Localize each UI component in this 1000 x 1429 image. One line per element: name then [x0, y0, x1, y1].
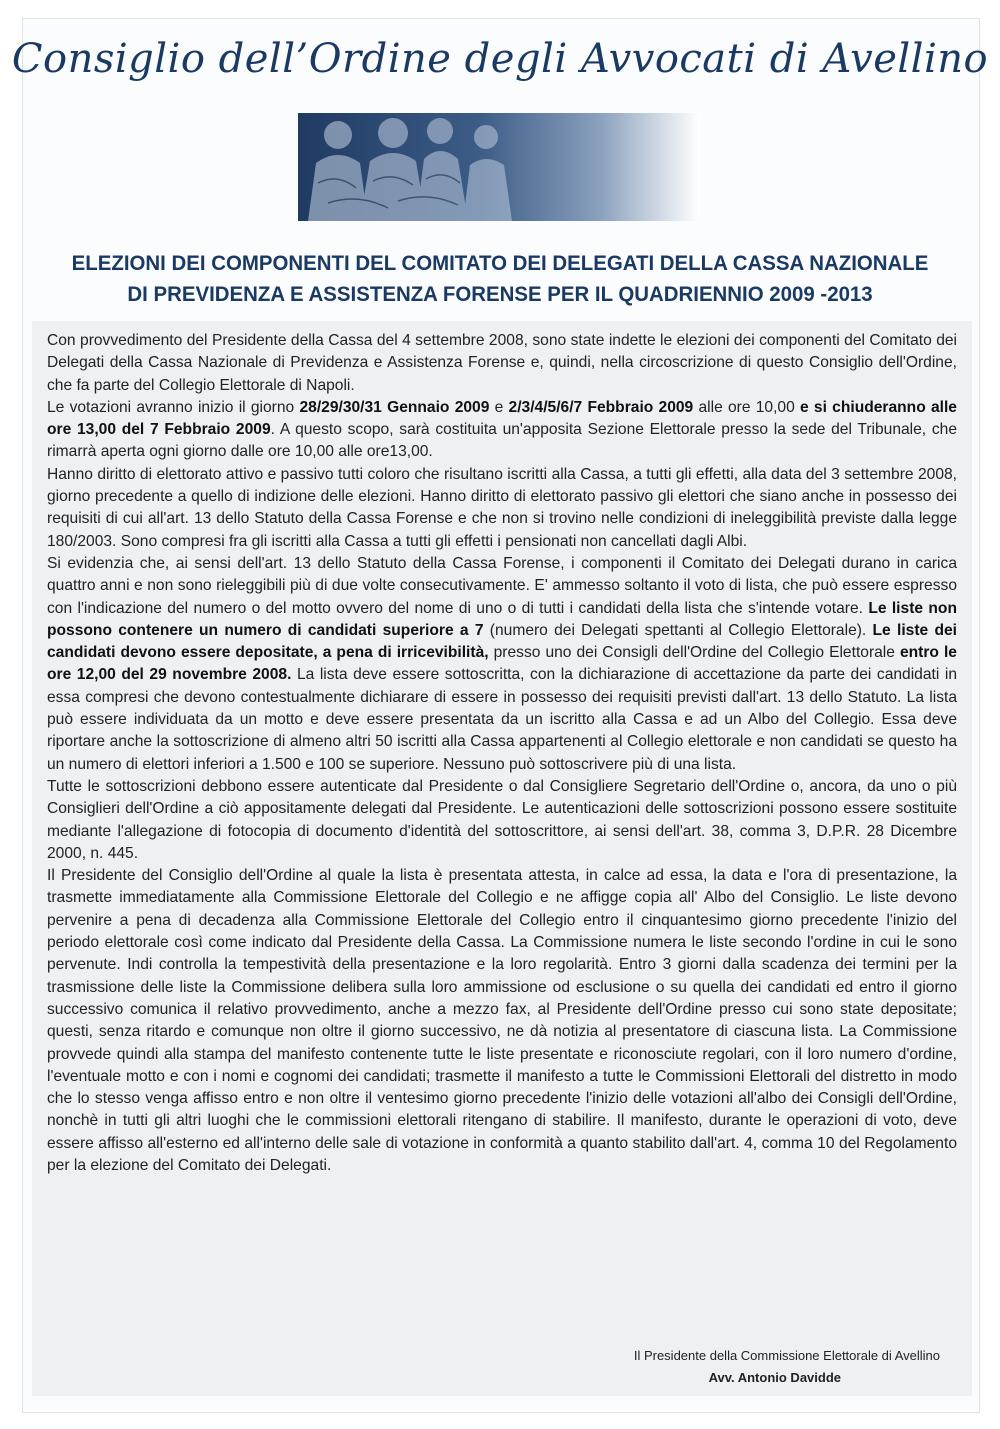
p2-bold-dates-january: 28/29/30/31 Gennaio 2009: [299, 398, 490, 416]
heading-line-1: ELEZIONI DEI COMPONENTI DEL COMITATO DEI DELEGATI DELLA CASSA NAZIONALE: [71, 251, 929, 275]
p2-text: Le votazioni avranno inizio il giorno: [47, 398, 300, 416]
p2-text: alle ore 10,00: [693, 398, 801, 416]
classical-relief-banner: [298, 113, 700, 221]
p2-text: . A questo scopo, sarà costituita un'apposita Sezione Elettorale presso la sede del Tribunale, che rimarrà aperta ogni giorno dalle ore 10,00 alle ore13,00.: [47, 421, 957, 461]
notice-heading: [63, 248, 937, 310]
p4-bold-deposit: Le liste dei candidati devono essere depositate, a pena di irricevibilità,: [47, 621, 957, 662]
notice-body: [47, 330, 957, 1177]
signature-role: Il Presidente della Commissione Elettorale di Avellino: [633, 1348, 940, 1363]
relief-image: [298, 113, 700, 221]
paragraph-6: Il Presidente del Consiglio dell'Ordine al quale la lista è presentata attesta, in calce ad essa, la data e l'ora di presentazione, la trasmette immediatamente alla Commissione Elettorale del Collegio e ne affigge copia all' Albo del Consiglio. Le liste devono pervenire a pena di decadenza alla Commissione Elettorale del Collegio entro il cinquantesimo giorno precedente l'inizio del periodo elettorale così come indicato dal Presidente della Cassa. La Commissione numera le liste secondo l'ordine in cui le sono pervenute. Indi controlla la tempestività della presentazione e la loro regolarità. Entro 3 giorni dalla scadenza dei termini per la trasmissione delle liste la Commissione delibera sulla loro ammissione od esclusione o su quella dei candidati ed entro il giorno successivo comunica il relativo provvedimento, anche a mezzo fax, al Presidente dell'Ordine presso cui sono state depositate; questi, senza ritardo e comunque non oltre il giorno successivo, ne dà notizia al presentatore di ciascuna lista. La Commissione provvede quindi alla stampa del manifesto contenente tutte le liste presentate e riconosciute regolari, con il loro numero d'ordine, l'eventuale motto e con i nomi e cognomi dei candidati; trasmette il manifesto a tutte le Commissioni Elettorali del distretto in modo che lo stesso venga affisso entro e non oltre il ventesimo giorno precedente l'inizio delle votazioni all'albo dei Consigli dell'Ordine, nonchè in tutti gli altri luoghi che le commissioni elettorali ritengano di stabilire. Il manifesto, durante le operazioni di voto, deve essere affisso all'esterno ed all'interno delle sale di votazione in conformità a quanto stabilito dall'art. 4, comma 10 del Regolamento per la elezione del Comitato dei Delegati.: [47, 867, 957, 1174]
p4-text: (numero dei Delegati spettanti al Collegio Elettorale).: [483, 621, 873, 639]
p4-bold-candidates-limit: Le liste non possono contenere un numero di candidati superiore a 7: [47, 599, 957, 639]
paragraph-4: [47, 553, 957, 776]
p2-bold-closing: e si chiuderanno alle ore 13,00 del 7 Febbraio 2009: [47, 398, 957, 439]
p2-bold-dates-february: 2/3/4/5/6/7 Febbraio 2009: [508, 398, 694, 416]
paragraph-3: Hanno diritto di elettorato attivo e passivo tutti coloro che risultano iscritti alla Cassa, a tutti gli effetti, alla data del 3 settembre 2008, giorno precedente a quello di indizione delle elezioni. Hanno diritto di elettorato passivo gli elettori che siano anche in possesso dei requisiti di cui all'art. 13 dello Statuto della Cassa Forense e che non si trovino nelle condizioni di ineleggibilità previste dalla legge 180/2003. Sono compresi fra gli iscritti alla Cassa a tutti gli effetti i pensionati non cancellati dagli Albi.: [47, 465, 957, 550]
paragraph-1: Con provvedimento del Presidente della Cassa del 4 settembre 2008, sono state indette le elezioni dei componenti del Comitato dei Delegati della Cassa Nazionale di Previdenza e Assistenza Forense e, quindi, nella circoscrizione di questo Consiglio dell'Ordine, che fa parte del Collegio Elettorale di Napoli.: [47, 332, 957, 394]
signature-name: Avv. Antonio Davidde: [708, 1370, 841, 1385]
p4-text: Si evidenzia che, ai sensi dell'art. 13 dello Statuto della Cassa Forense, i componenti il Comitato dei Delegati durano in carica quattro anni e non sono rieleggibili più di due volte consecutivamente. E' ammesso soltanto il voto di lista, che può essere espresso con l'indicazione del numero o del motto ovvero del nome di uno o di tutti i candidati della lista che s'intende votare.: [47, 554, 957, 617]
p4-bold-deadline: entro le ore 12,00 del 29 novembre 2008.: [47, 644, 957, 684]
heading-line-2: DI PREVIDENZA E ASSISTENZA FORENSE PER IL QUADRIENNIO 2009 -2013: [127, 282, 873, 306]
p4-text: La lista deve essere sottoscritta, con la dichiarazione di accettazione da parte dei candidati in essa compresi che devono contestualmente dichiarare di essere in possesso dei requisiti previsti dall'art. 13 dello Statuto. La lista può essere individuata da un motto e deve essere presentata da un iscritto alla Cassa e ad un Albo del Collegio. Essa deve riportare anche la sottoscrizione di almeno altri 50 iscritti alla Cassa appartenenti al Collegio elettorale e non candidati se questo ha un numero di elettori inferiori a 1.500 e 100 se superiore. Nessuno può sottoscrivere più di una lista.: [47, 666, 957, 773]
p2-text: e: [489, 398, 509, 416]
paragraph-2: [47, 397, 957, 464]
paragraph-5: Tutte le sottoscrizioni debbono essere autenticate dal Presidente o dal Consigliere Segretario dell'Ordine o, ancora, da uno o più Consiglieri dell'Ordine a ciò appositamente delegati dal Presidente. Le autenticazioni delle sottoscrizioni possono essere sostituite mediante l'allegazione di fotocopia di documento d'identità del sottoscrittore, ai sensi dell'art. 38, comma 3, D.P.R. 28 Dicembre 2000, n. 445.: [47, 777, 957, 862]
p4-text: presso uno dei Consigli dell'Ordine del Collegio Elettorale: [488, 644, 900, 662]
masthead-title: Consiglio dell’Ordine degli Avvocati di Avellino: [11, 36, 989, 82]
